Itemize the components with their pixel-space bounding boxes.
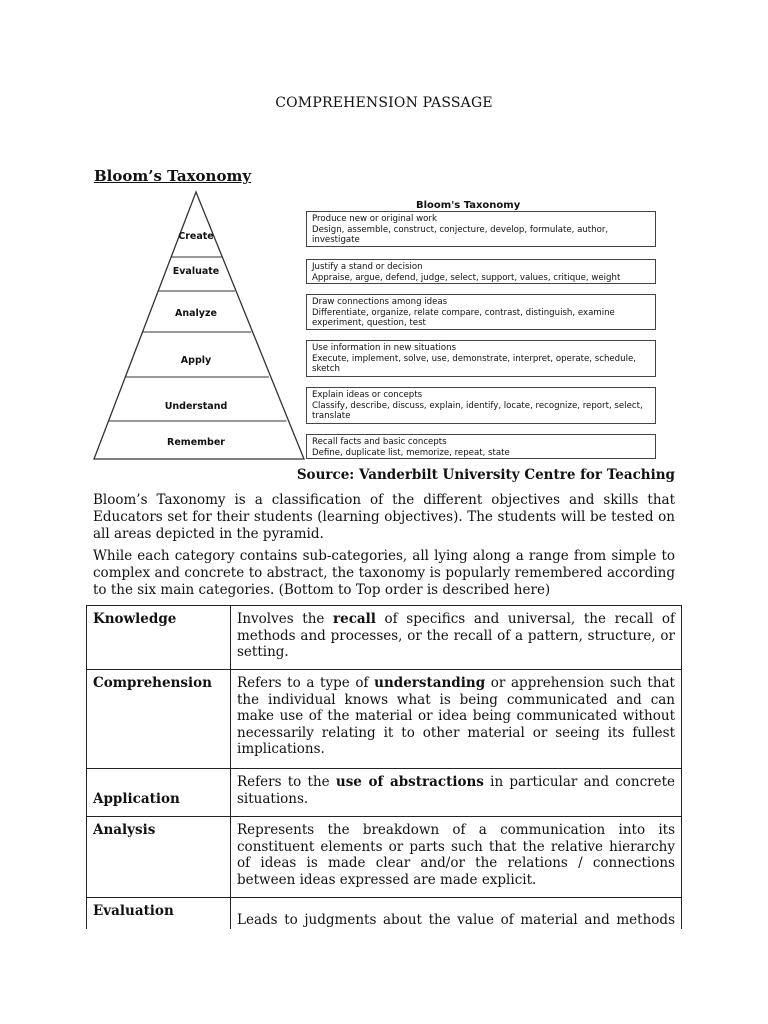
paragraph: Bloom’s Taxonomy is a classification of the different objectives and skills that Educators set for their students (learning objectives). The students will be tested on all areas depicted in the pyramid. bbox=[93, 492, 675, 542]
taxonomy-box-understand bbox=[306, 387, 656, 424]
pyramid-level-evaluate: Evaluate bbox=[172, 266, 220, 277]
taxonomy-box-create bbox=[306, 211, 656, 247]
box-verbs: Execute, implement, solve, use, demonstrate, interpret, operate, schedule, sketch bbox=[312, 353, 636, 374]
box-heading: Use information in new situations bbox=[312, 343, 457, 353]
box-heading: Recall facts and basic concepts bbox=[312, 437, 447, 447]
diagram-title: Bloom's Taxonomy bbox=[416, 200, 521, 211]
key-term: understanding bbox=[374, 675, 486, 691]
taxonomy-box-apply bbox=[306, 340, 656, 377]
pyramid-level-apply: Apply bbox=[180, 355, 212, 366]
box-verbs: Classify, describe, discuss, explain, identify, locate, recognize, report, select, translate bbox=[312, 400, 643, 421]
page-title: COMPREHENSION PASSAGE bbox=[275, 95, 493, 111]
box-verbs: Differentiate, organize, relate compare, contrast, distinguish, examine experiment, question, test bbox=[312, 307, 615, 328]
box-verbs: Appraise, argue, defend, judge, select, support, values, critique, weight bbox=[312, 272, 621, 283]
taxonomy-pyramid bbox=[90, 190, 306, 462]
pyramid-level-create: Create bbox=[178, 231, 214, 242]
table-row bbox=[87, 606, 682, 670]
row-description: Represents the breakdown of a communication into its constituent elements or parts such that the relative hierarchy of ideas is made clear and/or the relations / connections between ideas expressed are made explicit. bbox=[231, 817, 682, 898]
section-title: Bloom’s Taxonomy bbox=[94, 167, 252, 185]
table-row bbox=[87, 817, 682, 898]
source-caption: Source: Vanderbilt University Centre for Teaching bbox=[296, 467, 675, 483]
taxonomy-box-evaluate bbox=[306, 259, 656, 284]
box-heading: Draw connections among ideas bbox=[312, 297, 448, 307]
row-term: Knowledge bbox=[87, 606, 231, 670]
row-description: Leads to judgments about the value of material and methods bbox=[231, 898, 682, 958]
table-row bbox=[87, 769, 682, 817]
page-cutoff bbox=[0, 929, 768, 1024]
row-term: Analysis bbox=[87, 817, 231, 898]
row-term: Evaluation bbox=[87, 898, 231, 958]
row-description: Refers to a type of understanding or apprehension such that the individual knows what is being communicated and can make use of the material or idea being communicated without necessarily relating it to other material or seeing its fullest implications. bbox=[231, 670, 682, 769]
box-verbs: Design, assemble, construct, conjecture, develop, formulate, author, investigate bbox=[312, 224, 609, 245]
box-heading: Produce new or original work bbox=[312, 214, 437, 224]
row-term: Comprehension bbox=[87, 670, 231, 769]
box-heading: Justify a stand or decision bbox=[312, 262, 423, 272]
row-term: Application bbox=[87, 769, 231, 817]
table-row bbox=[87, 670, 682, 769]
row-description: Refers to the use of abstractions in particular and concrete situations. bbox=[231, 769, 682, 817]
row-description: Involves the recall of specifics and universal, the recall of methods and processes, or the recall of a pattern, structure, or setting. bbox=[231, 606, 682, 670]
key-term: recall bbox=[333, 611, 376, 627]
pyramid-level-analyze: Analyze bbox=[175, 308, 217, 319]
taxonomy-box-analyze bbox=[306, 294, 656, 330]
taxonomy-box-remember bbox=[306, 434, 656, 459]
paragraph: While each category contains sub-categories, all lying along a range from simple to complex and concrete to abstract, the taxonomy is popularly remembered according to the six main categories. (Bottom to Top order is described here) bbox=[93, 548, 675, 598]
pyramid-level-remember: Remember bbox=[167, 437, 225, 448]
pyramid-level-understand: Understand bbox=[164, 401, 228, 412]
box-heading: Explain ideas or concepts bbox=[312, 390, 423, 400]
categories-table bbox=[86, 605, 682, 958]
key-term: use of abstractions bbox=[335, 774, 484, 790]
box-verbs: Define, duplicate list, memorize, repeat, state bbox=[312, 447, 510, 458]
